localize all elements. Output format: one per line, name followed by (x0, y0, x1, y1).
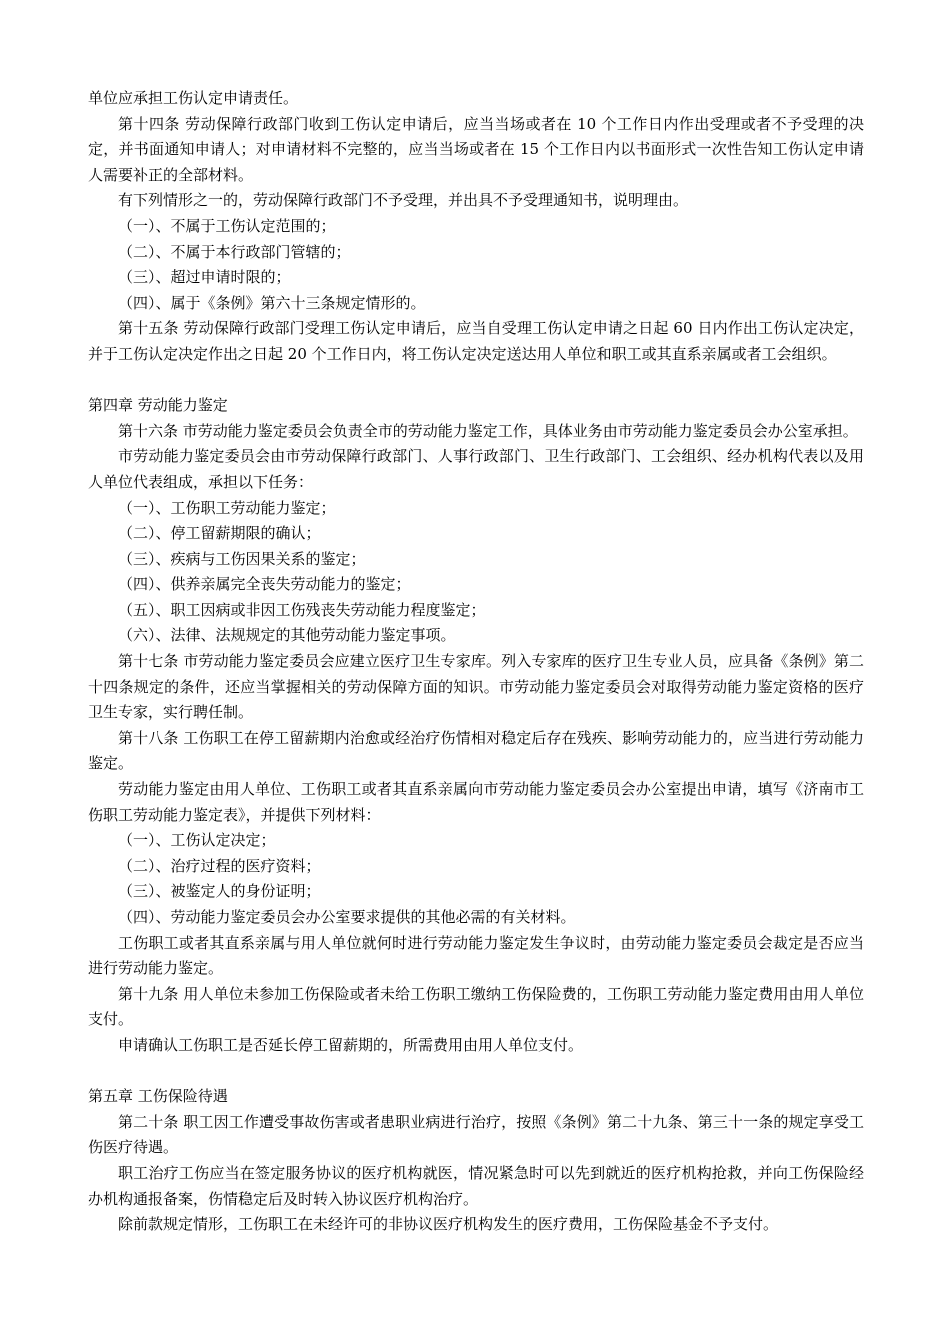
paragraph: 除前款规定情形，工伤职工在未经许可的非协议医疗机构发生的医疗费用，工伤保险基金不予支付。 (118, 1215, 779, 1234)
paragraph-heading: 第五章 工伤保险待遇 (88, 1087, 228, 1106)
paragraph: 有下列情形之一的，劳动保障行政部门不予受理，并出具不予受理通知书，说明理由。 (118, 191, 689, 210)
paragraph: （三）、疾病与工伤因果关系的鉴定； (118, 549, 366, 568)
paragraph: （四）、供养亲属完全丧失劳动能力的鉴定； (118, 575, 411, 594)
paragraph: （一）、工伤职工劳动能力鉴定； (118, 498, 336, 517)
paragraph: 第十九条 用人单位未参加工伤保险或者未给工伤职工缴纳工伤保险费的，工伤职工劳动能力鉴定费用由用人单位支付。 (88, 984, 864, 1029)
paragraph: 申请确认工伤职工是否延长停工留薪期的，所需费用由用人单位支付。 (118, 1035, 584, 1054)
paragraph: （四）、劳动能力鉴定委员会办公室要求提供的其他必需的有关材料。 (118, 908, 576, 926)
paragraph-heading: 第四章 劳动能力鉴定 (88, 396, 228, 415)
paragraph-heading: 单位应承担工伤认定申请责任。 (88, 89, 299, 107)
document-page (88, 86, 864, 1238)
paragraph: （一）、工伤认定决定； (118, 831, 276, 850)
paragraph: （四）、属于《条例》第六十三条规定情形的。 (118, 293, 426, 312)
paragraph: 第十八条 工伤职工在停工留薪期内治愈或经治疗伤情相对稳定后存在残疾、影响劳动能力的，应当进行劳动能力鉴定。 (88, 728, 864, 773)
paragraph: （二）、不属于本行政部门管辖的； (118, 242, 351, 261)
paragraph: 第十七条 市劳动能力鉴定委员会应建立医疗卫生专家库。列入专家库的医疗卫生专业人员，应具备《条例》第二十四条规定的条件，还应当掌握相关的劳动保障方面的知识。市劳动能力鉴定委员会对取得劳动能力鉴定资格的医疗卫生专家，实行聘任制。 (88, 652, 864, 722)
paragraph: 工伤职工或者其直系亲属与用人单位就何时进行劳动能力鉴定发生争议时，由劳动能力鉴定委员会裁定是否应当进行劳动能力鉴定。 (88, 933, 864, 978)
blank-line (88, 1059, 864, 1085)
paragraph: 第十六条 市劳动能力鉴定委员会负责全市的劳动能力鉴定工作，具体业务由市劳动能力鉴定委员会办公室承担。 (118, 421, 858, 440)
paragraph: 第十五条 劳动保障行政部门受理工伤认定申请后，应当自受理工伤认定申请之日起 60 日内作出工伤认定决定，并于工伤认定决定作出之日起 20 个工作日内，将工伤认定决定送达用人单位和职工或其直系亲属或者工会组织。 (88, 319, 864, 363)
paragraph: 劳动能力鉴定由用人单位、工伤职工或者其直系亲属向市劳动能力鉴定委员会办公室提出申请，填写《济南市工伤职工劳动能力鉴定表》，并提供下列材料： (88, 780, 864, 824)
paragraph: 职工治疗工伤应当在签定服务协议的医疗机构就医，情况紧急时可以先到就近的医疗机构抢救，并向工伤保险经办机构通报备案，伤情稳定后及时转入协议医疗机构治疗。 (88, 1163, 864, 1208)
paragraph: 市劳动能力鉴定委员会由市劳动保障行政部门、人事行政部门、卫生行政部门、工会组织、经办机构代表以及用人单位代表组成，承担以下任务： (88, 447, 864, 491)
blank-line (88, 368, 864, 394)
paragraph: （三）、被鉴定人的身份证明； (118, 882, 321, 901)
paragraph: （六）、法律、法规规定的其他劳动能力鉴定事项。 (118, 626, 456, 645)
paragraph: 第十四条 劳动保障行政部门收到工伤认定申请后，应当当场或者在 10 个工作日内作出受理或者不予受理的决定，并书面通知申请人；对申请材料不完整的，应当当场或者在 15 个工作日内以书面形式一次性告知工伤认定申请人需要补正的全部材料。 (88, 114, 864, 184)
paragraph: （一）、不属于工伤认定范围的； (118, 216, 336, 235)
paragraph: 第二十条 职工因工作遭受事故伤害或者患职业病进行治疗，按照《条例》第二十九条、第三十一条的规定享受工伤医疗待遇。 (88, 1112, 864, 1157)
paragraph: （三）、超过申请时限的； (118, 268, 291, 287)
paragraph: （二）、治疗过程的医疗资料； (118, 856, 321, 875)
paragraph: （五）、职工因病或非因工伤残丧失劳动能力程度鉴定； (118, 600, 486, 619)
paragraph: （二）、停工留薪期限的确认； (118, 524, 321, 543)
